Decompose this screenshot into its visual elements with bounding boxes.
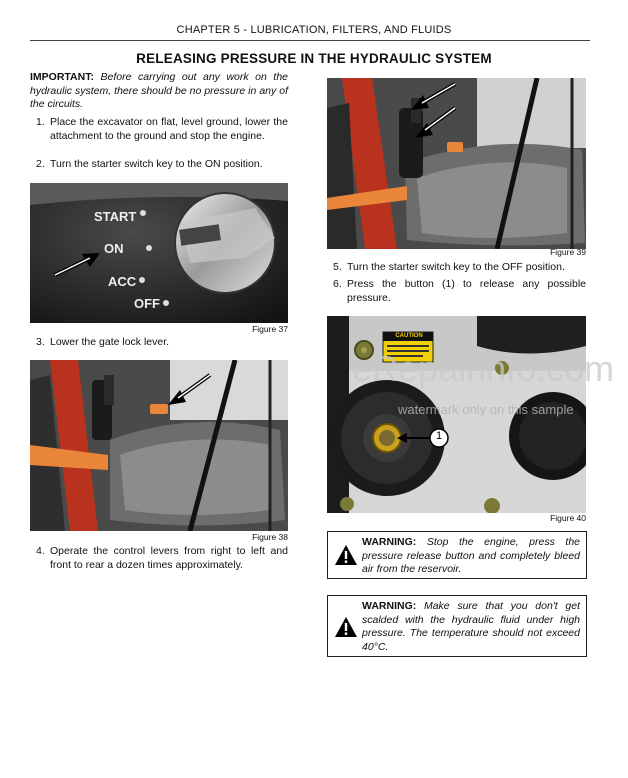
chapter-header: CHAPTER 5 - LUBRICATION, FILTERS, AND FLUIDS xyxy=(176,24,452,36)
important-label: IMPORTANT: xyxy=(30,71,94,83)
callout-1: 1 xyxy=(435,430,443,442)
caution-label: CAUTION xyxy=(395,333,423,339)
figure-39-caption: Figure 39 xyxy=(550,247,586,257)
step-number: 6. xyxy=(333,278,342,290)
page-title: RELEASING PRESSURE IN THE HYDRAULIC SYSTEM xyxy=(136,51,492,66)
figure-38-caption: Figure 38 xyxy=(252,532,288,542)
step-4 xyxy=(36,545,288,573)
step-number: 4. xyxy=(36,545,45,557)
warning-box-2 xyxy=(327,595,587,657)
watermark-sub: watermark only on this sample xyxy=(398,402,574,417)
step-1 xyxy=(36,116,288,156)
header-rule xyxy=(30,40,590,41)
step-number: 2. xyxy=(36,158,45,170)
step-number: 5. xyxy=(333,261,342,273)
warning-icon xyxy=(334,544,358,566)
warning-label: WARNING: xyxy=(362,600,417,612)
switch-label-off: OFF xyxy=(134,296,160,311)
switch-label-acc: ACC xyxy=(108,274,137,289)
figure-37-caption: Figure 37 xyxy=(252,324,288,334)
important-text: Before carrying out any work on the hydraulic system, there should be no pressure in any of the circuits. xyxy=(30,71,288,110)
step-text: Place the excavator on flat, level ground, lower the attachment to the ground and stop the engine. xyxy=(50,116,288,142)
switch-label-on: ON xyxy=(104,241,124,256)
step-text: Turn the starter switch key to the ON position. xyxy=(50,158,263,170)
figure-39-image xyxy=(327,78,586,249)
step-text: Lower the gate lock lever. xyxy=(50,336,170,348)
figure-38-image xyxy=(30,360,288,531)
important-note xyxy=(30,71,288,112)
warning-body: Stop the engine, press the pressure release button and completely bleed air from the reservoir. xyxy=(362,536,581,575)
warning-text-1 xyxy=(362,536,580,577)
step-text: Turn the starter switch key to the OFF position. xyxy=(347,261,565,273)
figure-40-caption: Figure 40 xyxy=(550,513,586,523)
step-number: 3. xyxy=(36,336,45,348)
step-3 xyxy=(36,336,288,350)
figure-37-image xyxy=(30,183,288,323)
step-2 xyxy=(36,158,288,172)
warning-label: WARNING: xyxy=(362,536,417,548)
warning-box-1 xyxy=(327,531,587,579)
step-text: Press the button (1) to release any possible pressure. xyxy=(347,278,586,304)
watermark-main: eRepairinfo.com xyxy=(352,348,615,389)
warning-icon xyxy=(334,616,358,638)
switch-label-start: START xyxy=(94,209,137,224)
step-5 xyxy=(333,261,586,275)
step-6 xyxy=(333,278,586,306)
step-text: Operate the control levers from right to left and front to rear a dozen times approximately. xyxy=(50,545,288,571)
step-number: 1. xyxy=(36,116,45,128)
warning-text-2 xyxy=(362,600,580,654)
warning-body: Make sure that you don't get scalded with the hydraulic fluid under high pressure. The temperature should not exceed 40°C. xyxy=(362,600,581,653)
